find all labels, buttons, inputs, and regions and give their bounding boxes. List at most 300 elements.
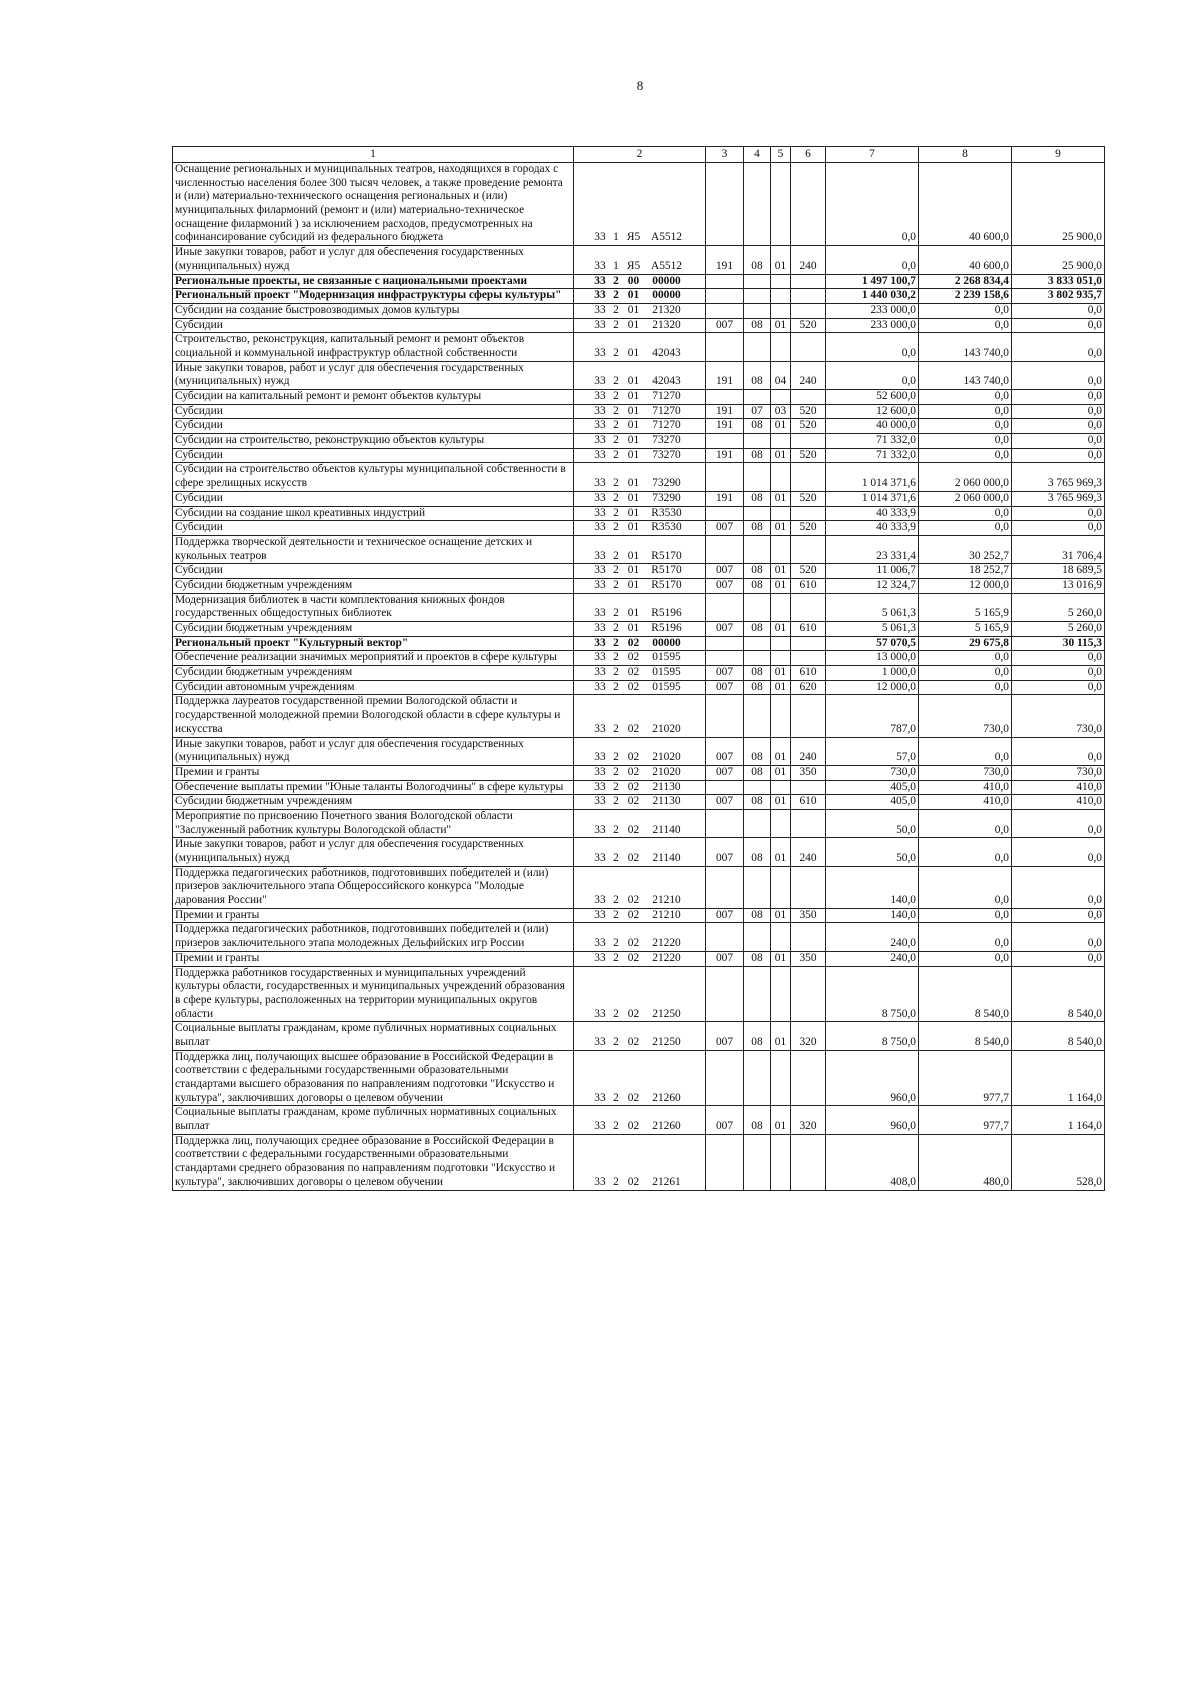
ministry-code: 007 bbox=[706, 578, 744, 593]
code-project: 02 bbox=[627, 751, 640, 764]
amount-col9: 528,0 bbox=[1012, 1134, 1105, 1190]
section-code: 08 bbox=[744, 361, 771, 389]
table-row bbox=[173, 866, 1105, 908]
amount-col8: 30 252,7 bbox=[919, 535, 1012, 563]
amount-col8: 0,0 bbox=[919, 390, 1012, 405]
code-subprogram: 2 bbox=[613, 434, 619, 447]
table-row bbox=[173, 390, 1105, 405]
amount-col7: 8 750,0 bbox=[826, 966, 919, 1022]
amount-col9: 31 706,4 bbox=[1012, 535, 1105, 563]
item-name: Региональный проект "Культурный вектор" bbox=[173, 636, 574, 651]
amount-col8: 410,0 bbox=[919, 780, 1012, 795]
amount-col9: 25 900,0 bbox=[1012, 163, 1105, 246]
target-code bbox=[574, 622, 706, 637]
table-row bbox=[173, 404, 1105, 419]
code-program: 33 bbox=[594, 937, 606, 950]
amount-col9: 730,0 bbox=[1012, 765, 1105, 780]
amount-col9: 5 260,0 bbox=[1012, 593, 1105, 621]
table-row bbox=[173, 578, 1105, 593]
code-subprogram: 1 bbox=[613, 231, 619, 244]
amount-col7: 405,0 bbox=[826, 780, 919, 795]
section-code bbox=[744, 333, 771, 361]
column-header: 1 bbox=[173, 147, 574, 163]
code-subprogram: 2 bbox=[613, 578, 619, 591]
amount-col7: 233 000,0 bbox=[826, 303, 919, 318]
amount-col8: 0,0 bbox=[919, 838, 1012, 866]
section-code bbox=[744, 303, 771, 318]
subsection-code: 01 bbox=[771, 737, 791, 765]
amount-col8: 0,0 bbox=[919, 404, 1012, 419]
item-name: Субсидии на создание школ креативных индустрий bbox=[173, 506, 574, 521]
item-name: Субсидии bbox=[173, 521, 574, 536]
target-code bbox=[574, 923, 706, 951]
code-program: 33 bbox=[594, 951, 606, 964]
amount-col8: 0,0 bbox=[919, 809, 1012, 837]
amount-col8: 0,0 bbox=[919, 434, 1012, 449]
column-header: 7 bbox=[826, 147, 919, 163]
code-project: 01 bbox=[627, 578, 640, 591]
item-name: Субсидии на создание быстровозводимых домов культуры bbox=[173, 303, 574, 318]
subsection-code: 01 bbox=[771, 578, 791, 593]
code-program: 33 bbox=[594, 549, 606, 562]
code-subprogram: 2 bbox=[613, 390, 619, 402]
section-code bbox=[744, 636, 771, 651]
code-subprogram: 2 bbox=[613, 908, 619, 921]
ministry-code bbox=[706, 695, 744, 737]
section-code bbox=[744, 923, 771, 951]
expense-type-code: 350 bbox=[791, 765, 826, 780]
code-project: 02 bbox=[627, 852, 640, 864]
code-direction: 21130 bbox=[652, 795, 681, 808]
expense-type-code: 620 bbox=[791, 680, 826, 695]
amount-col9: 730,0 bbox=[1012, 695, 1105, 737]
subsection-code bbox=[771, 780, 791, 795]
table-row bbox=[173, 246, 1105, 274]
ministry-code bbox=[706, 434, 744, 449]
ministry-code: 007 bbox=[706, 1022, 744, 1050]
expense-type-code bbox=[791, 463, 826, 491]
code-project: 01 bbox=[627, 289, 640, 302]
ministry-code bbox=[706, 593, 744, 621]
code-program: 33 bbox=[594, 318, 606, 331]
section-code: 08 bbox=[744, 448, 771, 463]
code-project: 01 bbox=[627, 564, 640, 577]
subsection-code: 01 bbox=[771, 521, 791, 536]
code-project: 01 bbox=[627, 346, 640, 359]
target-code bbox=[574, 809, 706, 837]
table-row bbox=[173, 361, 1105, 389]
item-name: Обеспечение выплаты премии "Юные таланты Вологодчины" в сфере культуры bbox=[173, 780, 574, 795]
code-project: 02 bbox=[627, 1091, 640, 1104]
code-direction: R3530 bbox=[651, 521, 682, 534]
target-code bbox=[574, 361, 706, 389]
section-code bbox=[744, 593, 771, 621]
table-row bbox=[173, 318, 1105, 333]
subsection-code: 01 bbox=[771, 951, 791, 966]
amount-col9: 0,0 bbox=[1012, 361, 1105, 389]
table-row bbox=[173, 923, 1105, 951]
code-program: 33 bbox=[594, 404, 606, 417]
code-direction: 21260 bbox=[652, 1091, 681, 1104]
code-subprogram: 2 bbox=[613, 346, 619, 359]
code-program: 33 bbox=[594, 1120, 606, 1133]
item-name: Поддержка лиц, получающих высшее образование в Российской Федерации в соответствии с федеральными государственными образовательными стандартами высшего образования по направлениям подготовки "Искусство и культура", заключивших договоры о целевом обучении bbox=[173, 1050, 574, 1106]
table-row bbox=[173, 333, 1105, 361]
amount-col8: 410,0 bbox=[919, 795, 1012, 810]
code-subprogram: 2 bbox=[613, 491, 619, 504]
code-direction: 01595 bbox=[652, 666, 681, 679]
code-program: 33 bbox=[594, 908, 606, 921]
target-code bbox=[574, 491, 706, 506]
section-code bbox=[744, 966, 771, 1022]
amount-col8: 2 060 000,0 bbox=[919, 491, 1012, 506]
ministry-code: 007 bbox=[706, 622, 744, 637]
code-subprogram: 2 bbox=[613, 404, 619, 417]
item-name: Строительство, реконструкция, капитальный ремонт и ремонт объектов социальной и коммунальной инфраструктур областной собственности bbox=[173, 333, 574, 361]
code-subprogram: 2 bbox=[613, 1175, 619, 1188]
item-name: Субсидии bbox=[173, 564, 574, 579]
item-name: Поддержка творческой деятельности и техническое оснащение детских и кукольных театров bbox=[173, 535, 574, 563]
code-direction: 73270 bbox=[652, 448, 681, 461]
table-row bbox=[173, 163, 1105, 246]
code-subprogram: 2 bbox=[613, 751, 619, 764]
code-direction: 71270 bbox=[652, 419, 681, 432]
expense-type-code: 350 bbox=[791, 908, 826, 923]
code-project: 01 bbox=[627, 622, 640, 634]
budget-table bbox=[172, 146, 1105, 1191]
code-direction: 73290 bbox=[652, 477, 681, 490]
amount-col8: 0,0 bbox=[919, 923, 1012, 951]
code-direction: 01595 bbox=[652, 651, 681, 664]
code-subprogram: 2 bbox=[613, 274, 619, 287]
code-program: 33 bbox=[594, 680, 606, 693]
amount-col7: 23 331,4 bbox=[826, 535, 919, 563]
code-direction: R3530 bbox=[651, 506, 682, 519]
code-subprogram: 2 bbox=[613, 477, 619, 490]
subsection-code: 01 bbox=[771, 1022, 791, 1050]
item-name: Иные закупки товаров, работ и услуг для обеспечения государственных (муниципальных) нужд bbox=[173, 361, 574, 389]
amount-col9: 0,0 bbox=[1012, 303, 1105, 318]
code-program: 33 bbox=[594, 795, 606, 808]
amount-col7: 1 000,0 bbox=[826, 666, 919, 681]
code-program: 33 bbox=[594, 375, 606, 388]
table-row bbox=[173, 448, 1105, 463]
amount-col9: 0,0 bbox=[1012, 521, 1105, 536]
expense-type-code: 520 bbox=[791, 521, 826, 536]
code-program: 33 bbox=[594, 346, 606, 359]
amount-col9: 3 765 969,3 bbox=[1012, 491, 1105, 506]
code-program: 33 bbox=[594, 666, 606, 679]
ministry-code bbox=[706, 289, 744, 304]
expense-type-code: 610 bbox=[791, 795, 826, 810]
code-project: 02 bbox=[627, 823, 640, 836]
ministry-code bbox=[706, 163, 744, 246]
code-subprogram: 2 bbox=[613, 521, 619, 534]
target-code bbox=[574, 434, 706, 449]
section-code: 08 bbox=[744, 737, 771, 765]
code-program: 33 bbox=[594, 651, 606, 664]
table-row bbox=[173, 463, 1105, 491]
ministry-code bbox=[706, 966, 744, 1022]
amount-col9: 25 900,0 bbox=[1012, 246, 1105, 274]
code-direction: 21261 bbox=[652, 1175, 681, 1188]
page-number: 8 bbox=[636, 78, 644, 93]
subsection-code bbox=[771, 636, 791, 651]
amount-col8: 5 165,9 bbox=[919, 622, 1012, 637]
code-program: 33 bbox=[594, 564, 606, 577]
expense-type-code bbox=[791, 1050, 826, 1106]
code-project: 01 bbox=[627, 375, 640, 388]
amount-col9: 3 833 051,0 bbox=[1012, 274, 1105, 289]
ministry-code bbox=[706, 1050, 744, 1106]
item-name: Субсидии бюджетным учреждениям bbox=[173, 578, 574, 593]
amount-col9: 30 115,3 bbox=[1012, 636, 1105, 651]
code-direction: R5196 bbox=[651, 607, 682, 620]
amount-col7: 1 497 100,7 bbox=[826, 274, 919, 289]
amount-col8: 730,0 bbox=[919, 765, 1012, 780]
amount-col7: 960,0 bbox=[826, 1050, 919, 1106]
column-header: 8 bbox=[919, 147, 1012, 163]
section-code bbox=[744, 1050, 771, 1106]
code-project: 02 bbox=[627, 1175, 640, 1188]
expense-type-code bbox=[791, 923, 826, 951]
section-code: 08 bbox=[744, 521, 771, 536]
subsection-code bbox=[771, 463, 791, 491]
expense-type-code: 240 bbox=[791, 246, 826, 274]
subsection-code bbox=[771, 1134, 791, 1190]
amount-col8: 0,0 bbox=[919, 651, 1012, 666]
section-code bbox=[744, 695, 771, 737]
amount-col7: 52 600,0 bbox=[826, 390, 919, 405]
table-row bbox=[173, 780, 1105, 795]
expense-type-code bbox=[791, 966, 826, 1022]
amount-col8: 0,0 bbox=[919, 318, 1012, 333]
section-code: 08 bbox=[744, 246, 771, 274]
code-direction: 01595 bbox=[652, 680, 681, 693]
code-program: 33 bbox=[594, 722, 606, 735]
code-project: 01 bbox=[627, 434, 640, 447]
subsection-code bbox=[771, 303, 791, 318]
target-code bbox=[574, 289, 706, 304]
target-code bbox=[574, 564, 706, 579]
item-name: Субсидии бюджетным учреждениям bbox=[173, 666, 574, 681]
expense-type-code bbox=[791, 636, 826, 651]
code-program: 33 bbox=[594, 231, 606, 244]
amount-col7: 787,0 bbox=[826, 695, 919, 737]
subsection-code: 04 bbox=[771, 361, 791, 389]
ministry-code bbox=[706, 303, 744, 318]
code-project: 01 bbox=[627, 477, 640, 490]
amount-col8: 18 252,7 bbox=[919, 564, 1012, 579]
expense-type-code bbox=[791, 651, 826, 666]
expense-type-code: 320 bbox=[791, 1106, 826, 1134]
expense-type-code: 520 bbox=[791, 491, 826, 506]
amount-col8: 977,7 bbox=[919, 1106, 1012, 1134]
amount-col9: 8 540,0 bbox=[1012, 1022, 1105, 1050]
section-code bbox=[744, 1134, 771, 1190]
table-row bbox=[173, 908, 1105, 923]
amount-col8: 0,0 bbox=[919, 737, 1012, 765]
subsection-code bbox=[771, 535, 791, 563]
code-subprogram: 2 bbox=[613, 303, 619, 316]
amount-col9: 0,0 bbox=[1012, 419, 1105, 434]
code-program: 33 bbox=[594, 622, 606, 634]
ministry-code bbox=[706, 463, 744, 491]
code-subprogram: 2 bbox=[613, 765, 619, 778]
code-subprogram: 2 bbox=[613, 1007, 619, 1020]
code-project: 01 bbox=[627, 607, 640, 620]
section-code bbox=[744, 535, 771, 563]
expense-type-code bbox=[791, 434, 826, 449]
target-code bbox=[574, 951, 706, 966]
code-direction: 00000 bbox=[652, 636, 681, 649]
amount-col9: 410,0 bbox=[1012, 780, 1105, 795]
expense-type-code bbox=[791, 390, 826, 405]
amount-col9: 0,0 bbox=[1012, 809, 1105, 837]
amount-col8: 0,0 bbox=[919, 666, 1012, 681]
code-direction: 42043 bbox=[652, 346, 681, 359]
target-code bbox=[574, 795, 706, 810]
section-code: 08 bbox=[744, 765, 771, 780]
target-code bbox=[574, 404, 706, 419]
amount-col9: 410,0 bbox=[1012, 795, 1105, 810]
amount-col9: 3 802 935,7 bbox=[1012, 289, 1105, 304]
amount-col9: 0,0 bbox=[1012, 737, 1105, 765]
expense-type-code bbox=[791, 1134, 826, 1190]
section-code: 08 bbox=[744, 1106, 771, 1134]
code-program: 33 bbox=[594, 607, 606, 620]
subsection-code: 01 bbox=[771, 765, 791, 780]
code-subprogram: 2 bbox=[613, 289, 619, 302]
amount-col7: 13 000,0 bbox=[826, 651, 919, 666]
item-name: Иные закупки товаров, работ и услуг для обеспечения государственных (муниципальных) нужд bbox=[173, 246, 574, 274]
amount-col9: 0,0 bbox=[1012, 680, 1105, 695]
amount-col8: 2 239 158,6 bbox=[919, 289, 1012, 304]
section-code bbox=[744, 434, 771, 449]
section-code: 08 bbox=[744, 838, 771, 866]
table-row bbox=[173, 535, 1105, 563]
target-code bbox=[574, 636, 706, 651]
amount-col7: 1 014 371,6 bbox=[826, 491, 919, 506]
item-name: Субсидии bbox=[173, 448, 574, 463]
amount-col9: 0,0 bbox=[1012, 923, 1105, 951]
code-subprogram: 2 bbox=[613, 852, 619, 864]
subsection-code bbox=[771, 434, 791, 449]
table-row bbox=[173, 622, 1105, 637]
code-subprogram: 2 bbox=[613, 795, 619, 808]
code-program: 33 bbox=[594, 259, 606, 272]
ministry-code bbox=[706, 780, 744, 795]
code-program: 33 bbox=[594, 303, 606, 316]
amount-col9: 0,0 bbox=[1012, 390, 1105, 405]
expense-type-code bbox=[791, 333, 826, 361]
section-code: 08 bbox=[744, 419, 771, 434]
column-header: 6 bbox=[791, 147, 826, 163]
code-direction: 21020 bbox=[652, 751, 681, 764]
code-project: 02 bbox=[627, 937, 640, 950]
amount-col7: 11 006,7 bbox=[826, 564, 919, 579]
table-row bbox=[173, 419, 1105, 434]
column-header: 5 bbox=[771, 147, 791, 163]
ministry-code: 007 bbox=[706, 951, 744, 966]
item-name: Премии и гранты bbox=[173, 951, 574, 966]
ministry-code: 191 bbox=[706, 491, 744, 506]
amount-col7: 8 750,0 bbox=[826, 1022, 919, 1050]
amount-col7: 408,0 bbox=[826, 1134, 919, 1190]
code-program: 33 bbox=[594, 419, 606, 432]
target-code bbox=[574, 651, 706, 666]
table-row bbox=[173, 593, 1105, 621]
code-subprogram: 2 bbox=[613, 1120, 619, 1133]
amount-col9: 0,0 bbox=[1012, 448, 1105, 463]
amount-col8: 2 268 834,4 bbox=[919, 274, 1012, 289]
amount-col7: 57 070,5 bbox=[826, 636, 919, 651]
code-program: 33 bbox=[594, 1035, 606, 1048]
section-code: 08 bbox=[744, 318, 771, 333]
item-name: Субсидии автономным учреждениям bbox=[173, 680, 574, 695]
code-direction: 21210 bbox=[652, 894, 681, 907]
subsection-code bbox=[771, 923, 791, 951]
expense-type-code bbox=[791, 163, 826, 246]
code-program: 33 bbox=[594, 521, 606, 534]
code-direction: 21020 bbox=[652, 722, 681, 735]
ministry-code bbox=[706, 506, 744, 521]
item-name: Субсидии bbox=[173, 419, 574, 434]
item-name: Субсидии на строительство, реконструкцию объектов культуры bbox=[173, 434, 574, 449]
item-name: Субсидии bbox=[173, 491, 574, 506]
code-project: 01 bbox=[627, 303, 640, 316]
expense-type-code: 610 bbox=[791, 622, 826, 637]
table-row bbox=[173, 680, 1105, 695]
code-project: 02 bbox=[627, 722, 640, 735]
table-row bbox=[173, 966, 1105, 1022]
amount-col8: 29 675,8 bbox=[919, 636, 1012, 651]
amount-col7: 40 000,0 bbox=[826, 419, 919, 434]
ministry-code bbox=[706, 866, 744, 908]
amount-col9: 0,0 bbox=[1012, 951, 1105, 966]
amount-col7: 40 333,9 bbox=[826, 506, 919, 521]
code-direction: 42043 bbox=[652, 375, 681, 388]
table-row bbox=[173, 1106, 1105, 1134]
code-program: 33 bbox=[594, 491, 606, 504]
section-code bbox=[744, 506, 771, 521]
amount-col9: 18 689,5 bbox=[1012, 564, 1105, 579]
expense-type-code bbox=[791, 274, 826, 289]
code-direction: А5512 bbox=[650, 259, 682, 272]
amount-col9: 0,0 bbox=[1012, 404, 1105, 419]
ministry-code: 191 bbox=[706, 419, 744, 434]
target-code bbox=[574, 966, 706, 1022]
code-subprogram: 2 bbox=[613, 622, 619, 634]
section-code: 08 bbox=[744, 578, 771, 593]
section-code: 08 bbox=[744, 795, 771, 810]
ministry-code: 191 bbox=[706, 246, 744, 274]
code-project: 02 bbox=[627, 636, 640, 649]
amount-col8: 143 740,0 bbox=[919, 361, 1012, 389]
ministry-code: 007 bbox=[706, 564, 744, 579]
code-subprogram: 2 bbox=[613, 823, 619, 836]
target-code bbox=[574, 521, 706, 536]
amount-col7: 233 000,0 bbox=[826, 318, 919, 333]
subsection-code bbox=[771, 966, 791, 1022]
amount-col8: 0,0 bbox=[919, 951, 1012, 966]
code-project: 02 bbox=[627, 651, 640, 664]
expense-type-code: 240 bbox=[791, 361, 826, 389]
code-program: 33 bbox=[594, 894, 606, 907]
item-name: Иные закупки товаров, работ и услуг для обеспечения государственных (муниципальных) нужд bbox=[173, 838, 574, 866]
code-direction: 21320 bbox=[652, 318, 681, 331]
ministry-code bbox=[706, 1134, 744, 1190]
